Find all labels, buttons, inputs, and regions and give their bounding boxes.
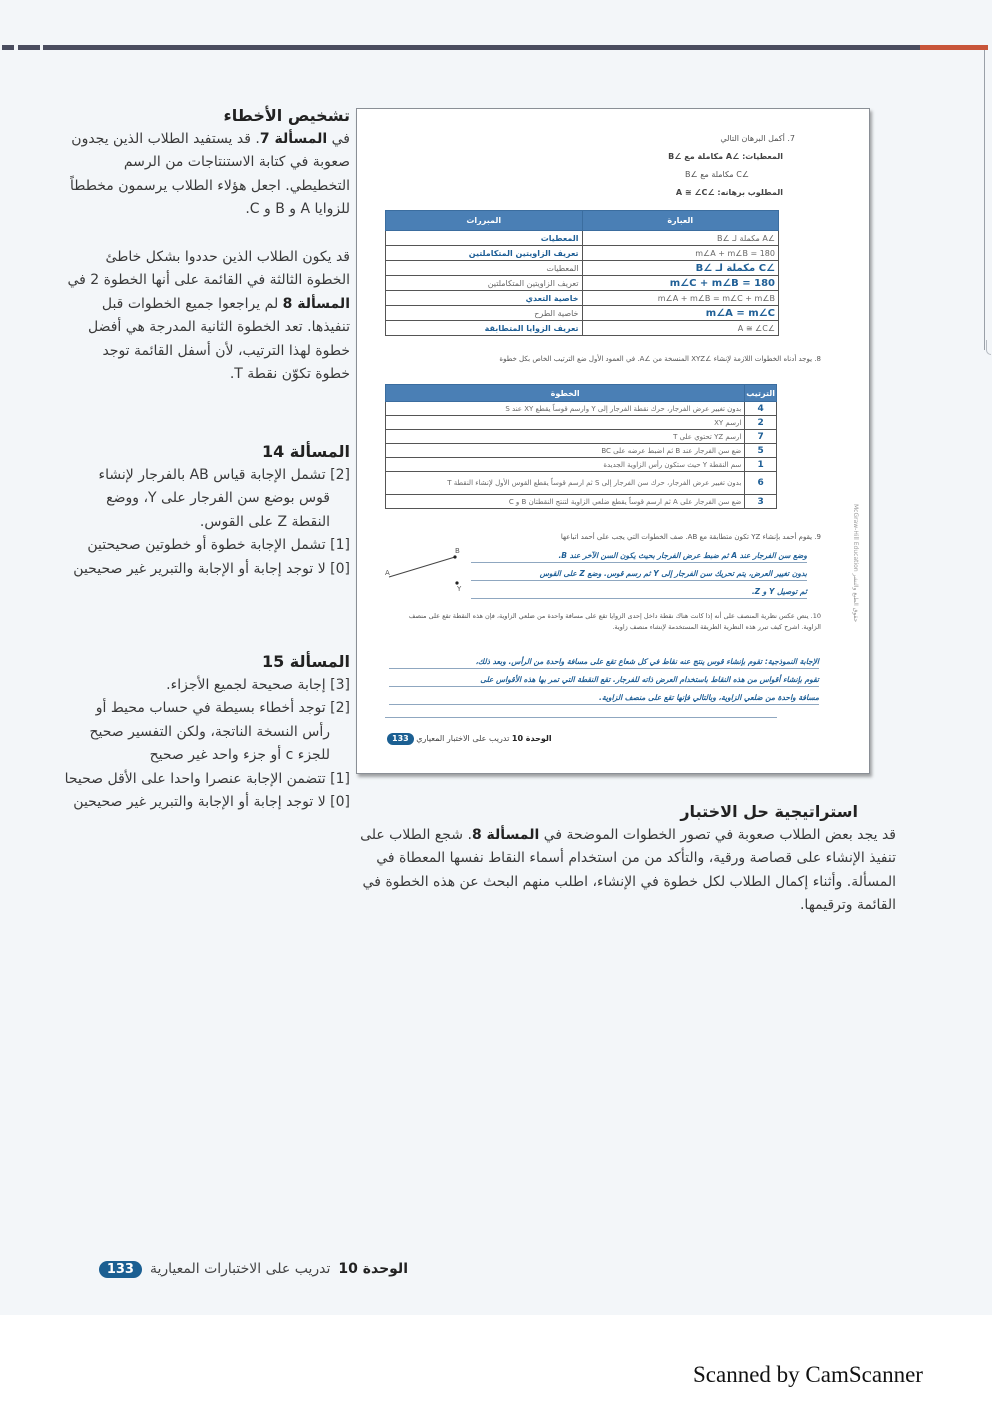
rubric-item: [2] تشمل الإجابة قياس AB بالفرجار لإنشاء قوس بوضع سن الفرجار على Y، ووضع النقطة Z على القوس. bbox=[98, 466, 350, 530]
rubric-item: [2] توجد أخطاء بسيطة في حساب محيط أو رأس النسخة الناتجة، ولكن التفسير صحيح للجزء c أو جزء واحد غير صحيح bbox=[89, 700, 350, 763]
page-number-badge: 133 bbox=[387, 733, 414, 745]
camscanner-watermark: Scanned by CamScanner bbox=[693, 1362, 923, 1387]
rubric-item: [0] لا توجد إجابة أو الإجابة والتبرير غير صحيحين bbox=[73, 560, 350, 577]
problem-14-rubric bbox=[64, 440, 350, 581]
q10-prompt: 10. ينص عكس نظرية المنصف على أنه إذا كانت هناك نقطة داخل إحدى الزوايا تقع على مسافة واحدة من ضلعي الزاوية، فإن هذه النقطة تقع على منصف الزاوية. اشرح كيف تبرر هذه النظرية الطريقة المستخدمة لإنشاء منصف زاوية. bbox=[408, 612, 821, 631]
problem-title: المسألة 14 bbox=[261, 442, 350, 461]
col-header-reasons: المبررات bbox=[386, 211, 583, 231]
top-bar-notch bbox=[40, 45, 43, 51]
q9-answer-line: بدون تغيير العرض، يتم تحريك سن الفرجار إلى Y ثم رسم قوس. وضع Z على القوس bbox=[471, 567, 807, 581]
copyright-side-note: McGraw-Hill Education حقوق الطبع والنشر bbox=[852, 504, 859, 623]
q10-answer-line: تقوم بإنشاء أقواس من هذه النقاط باستخدام العرض ذاته للفرجار. تقع النقطة التي تمر بها هذه الأقواس على bbox=[389, 673, 819, 687]
point-a-label: A bbox=[385, 569, 390, 577]
q10-answer-line: مسافة واحدة من ضلعي الزاوية، وبالتالي فإنها تقع على منصف الزاوية. bbox=[389, 691, 819, 705]
table-row: المعطيات ∠C مكملة لـ ∠B bbox=[386, 261, 779, 276]
problem-15-rubric bbox=[64, 650, 350, 815]
col-header-step: الخطوة bbox=[386, 385, 745, 402]
table-row: تعريف الزاويتين المتكاملتين m∠A + m∠B = 180 bbox=[386, 246, 779, 261]
table-row: ضع سن الفرجار عند B ثم اضبط عرضه على BC 5 bbox=[386, 444, 777, 458]
q7-proof-table bbox=[385, 210, 779, 336]
table-row: خاصية التعدي m∠A + m∠B = m∠C + m∠B bbox=[386, 291, 779, 306]
problem-title: المسألة 15 bbox=[261, 652, 350, 671]
footer-title: تدريب على الاختبارات المعيارية bbox=[149, 1261, 331, 1277]
point-y-label: Y bbox=[457, 585, 462, 593]
page-edge bbox=[984, 50, 985, 350]
table-row: بدون تغيير عرض الفرجار، حرك نقطة الفرجار إلى Y وارسم قوساً يقطع XY عند S 4 bbox=[386, 402, 777, 416]
strategy-paragraph: قد يجد بعض الطلاب صعوبة في تصور الخطوات الموضحة في المسألة 8. شجع الطلاب على تنفيذ الإنشاء على قصاصة ورقية، والتأكد من من استخدام أسماء النقاط نفسها المعطاة في المسألة. وأثناء إكمال الطلاب لكل خطوة في الإنشاء، اطلب منهم البحث عن هذه الخطوة في القائمة وترقيمها. bbox=[360, 826, 896, 913]
rubric-item: [1] تتضمن الإجابة عنصرا واحدا على الأقل صحيحا bbox=[64, 770, 350, 787]
table-row: سم النقطة Y حيث ستكون رأس الزاوية الجديدة 1 bbox=[386, 458, 777, 472]
q8-prompt: 8. يوجد أدناه الخطوات اللازمة لإنشاء ∠XYZ المنسخة من ∠A. في العمود الأول ضع الترتيب الخاص بكل خطوة bbox=[499, 355, 821, 363]
divider bbox=[385, 717, 777, 718]
diagnosis-paragraph-1: في المسألة 7. قد يستفيد الطلاب الذين يجدون صعوبة في كتابة الاستنتاجات من الرسم التخطيطي. اجعل هؤلاء الطلاب يرسمون مخططاً للزوايا A و B و C. bbox=[70, 130, 350, 217]
q7-given-1: المعطيات: ∠A مكاملة مع ∠B bbox=[668, 152, 783, 161]
q7-given-2: ∠C مكاملة مع ∠B bbox=[685, 170, 749, 179]
point-b-label: B bbox=[455, 547, 460, 555]
embedded-student-page bbox=[356, 108, 870, 774]
table-row: ضع سن الفرجار على A ثم ارسم قوساً يقطع ضلعي الزاوية لتنتج النقطتان B و C 3 bbox=[386, 495, 777, 509]
q7-prove: المطلوب برهانه: ∠A ≅ ∠C bbox=[675, 188, 783, 197]
top-bar bbox=[2, 45, 957, 50]
q7-prompt: 7. أكمل البرهان التالي bbox=[720, 134, 795, 143]
inner-page-footer: الوحدة 10 تدريب على الاختبار المعياري 133 bbox=[387, 733, 552, 745]
rubric-item: [3] إجابة صحيحة لجميع الأجزاء. bbox=[166, 676, 350, 693]
top-bar-accent bbox=[920, 45, 988, 50]
table-row: بدون تغيير عرض الفرجار، حرك سن الفرجار إلى S ثم ارسم قوساً يقطع القوس الأول لإنشاء النقطة T 6 bbox=[386, 472, 777, 495]
table-row: تعريف الزاويتين المتكاملتين m∠C + m∠B = 180 bbox=[386, 276, 779, 291]
q9-answer-line: وضع سن الفرجار عند A ثم ضبط عرض الفرجار بحيث يكون السن الآخر عند B. bbox=[471, 549, 807, 563]
page-edge-curl bbox=[986, 340, 991, 355]
table-row: ارسم YZ تحتوي على T 7 bbox=[386, 430, 777, 444]
section-title: استراتيجية حل الاختبار bbox=[680, 802, 858, 821]
top-bar-notch bbox=[14, 45, 18, 51]
table-row: ارسم XY 2 bbox=[386, 416, 777, 430]
page-footer bbox=[58, 1257, 408, 1281]
rubric-item: [0] لا توجد إجابة أو الإجابة والتبرير غير صحيحين bbox=[73, 794, 350, 810]
unit-label: الوحدة 10 bbox=[338, 1261, 408, 1277]
diagnosis-paragraph-2: قد يكون الطلاب الذين حددوا بشكل خاطئ الخطوة الثالثة في القائمة على أنها الخطوة 2 في المسألة 8 لم يراجعوا جميع الخطوات قبل تنفيذها. تعد الخطوة الثانية المدرجة هي أفضل خطوة لهذا الترتيب، لأن أسفل القائمة توجد خطوة تكوّن نقطة T. bbox=[67, 248, 350, 382]
page-number-badge: 133 bbox=[99, 1261, 142, 1278]
segment-ab-diagram bbox=[383, 549, 463, 589]
table-row: تعريف الزوايا المتطابقة ∠A ≅ ∠C bbox=[386, 321, 779, 336]
q8-order-table bbox=[385, 384, 777, 509]
section-title: تشخيص الأخطاء bbox=[223, 106, 350, 125]
q10-answer-line: الإجابة النموذجية: تقوم بإنشاء قوس ينتج عنه نقاط في كل شعاع تقع على مسافة واحدة من الرأس. وبعد ذلك، bbox=[389, 655, 819, 669]
col-header-order: الترتيب bbox=[745, 385, 777, 402]
table-row: المعطيات ∠A مكملة لـ ∠B bbox=[386, 231, 779, 246]
rubric-item: [1] تشمل الإجابة خطوة أو خطوتين صحيحتين bbox=[87, 537, 350, 553]
test-strategy-section bbox=[360, 800, 896, 918]
error-diagnosis-section bbox=[64, 104, 350, 387]
col-header-statements: العبارة bbox=[582, 211, 779, 231]
q9-answer-line: ثم توصيل Y و Z. bbox=[471, 585, 807, 599]
table-row: خاصية الطرح m∠A = m∠C bbox=[386, 306, 779, 321]
q9-prompt: 9. يقوم أحمد بإنشاء YZ تكون متطابقة مع AB. صف الخطوات التي يجب على أحمد اتباعها bbox=[560, 533, 821, 541]
